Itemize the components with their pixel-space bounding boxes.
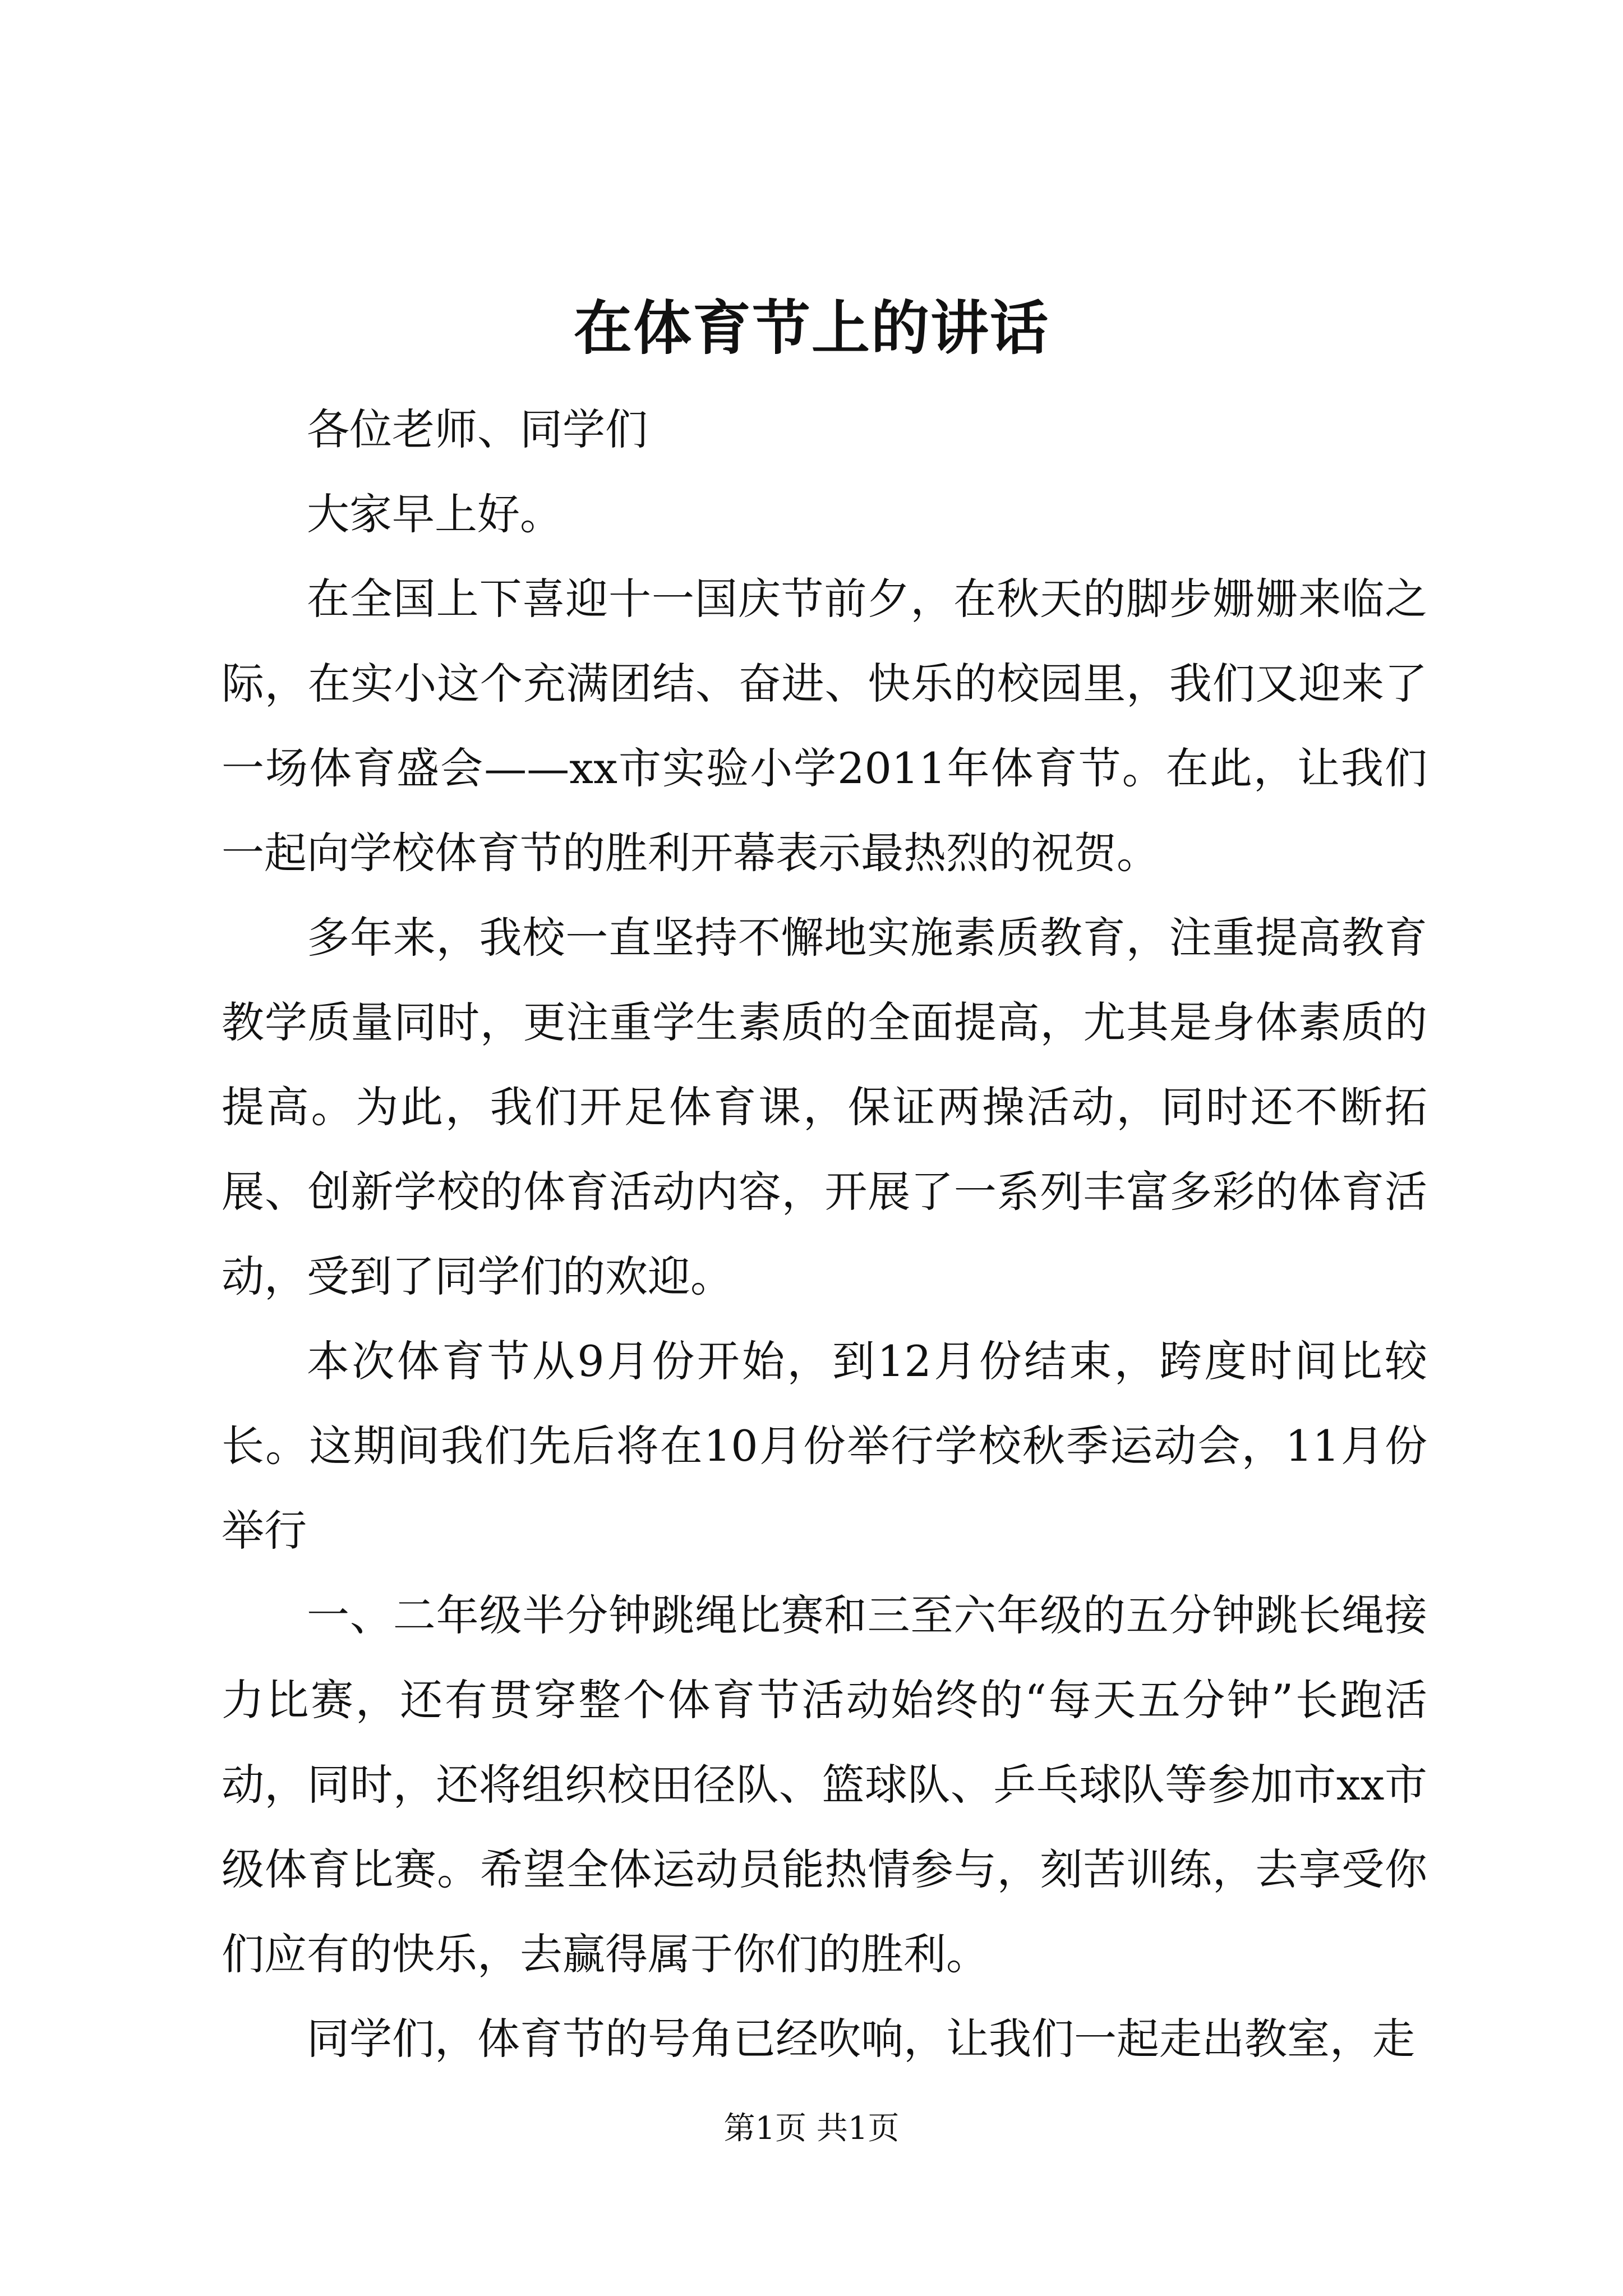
paragraph-closing: 同学们，体育节的号角已经吹响，让我们一起走出教室，走 — [307, 2014, 1415, 2064]
page-footer: 第1页 共1页 — [723, 2110, 900, 2147]
paragraph-opening: 在全国上下喜迎十一国庆节前夕，在秋天的脚步姗姗来临之际，在实小这个充满团结、奋进、快乐的校园里，我们又迎来了一场体育盛会——xx市实验小学2011年体育节。在此，让我们一起向学校体育节的胜利开幕表示最热烈的祝贺。 — [222, 574, 1427, 878]
paragraph-schedule: 本次体育节从9月份开始，到12月份结束，跨度时间比较长。这期间我们先后将在10月份举行学校秋季运动会，11月份举行 — [222, 1336, 1427, 1556]
document-body — [222, 387, 1427, 2081]
paragraph-greeting: 大家早上好。 — [307, 489, 562, 539]
paragraph-salutation: 各位老师、同学们 — [307, 404, 648, 454]
paragraph-activities: 一、二年级半分钟跳绳比赛和三至六年级的五分钟跳长绳接力比赛，还有贯穿整个体育节活动始终的“每天五分钟”长跑活动，同时，还将组织校田径队、篮球队、乒乓球队等参加市xx市级体育比赛。希望全体运动员能热情参与，刻苦训练，去享受你们应有的快乐，去赢得属于你们的胜利。 — [222, 1590, 1427, 1979]
document-title: 在体育节上的讲话 — [573, 293, 1049, 362]
paragraph-school-background: 多年来，我校一直坚持不懈地实施素质教育，注重提高教育教学质量同时，更注重学生素质的全面提高，尤其是身体素质的提高。为此，我们开足体育课，保证两操活动，同时还不断拓展、创新学校的体育活动内容，开展了一系列丰富多彩的体育活动，受到了同学们的欢迎。 — [222, 913, 1427, 1301]
